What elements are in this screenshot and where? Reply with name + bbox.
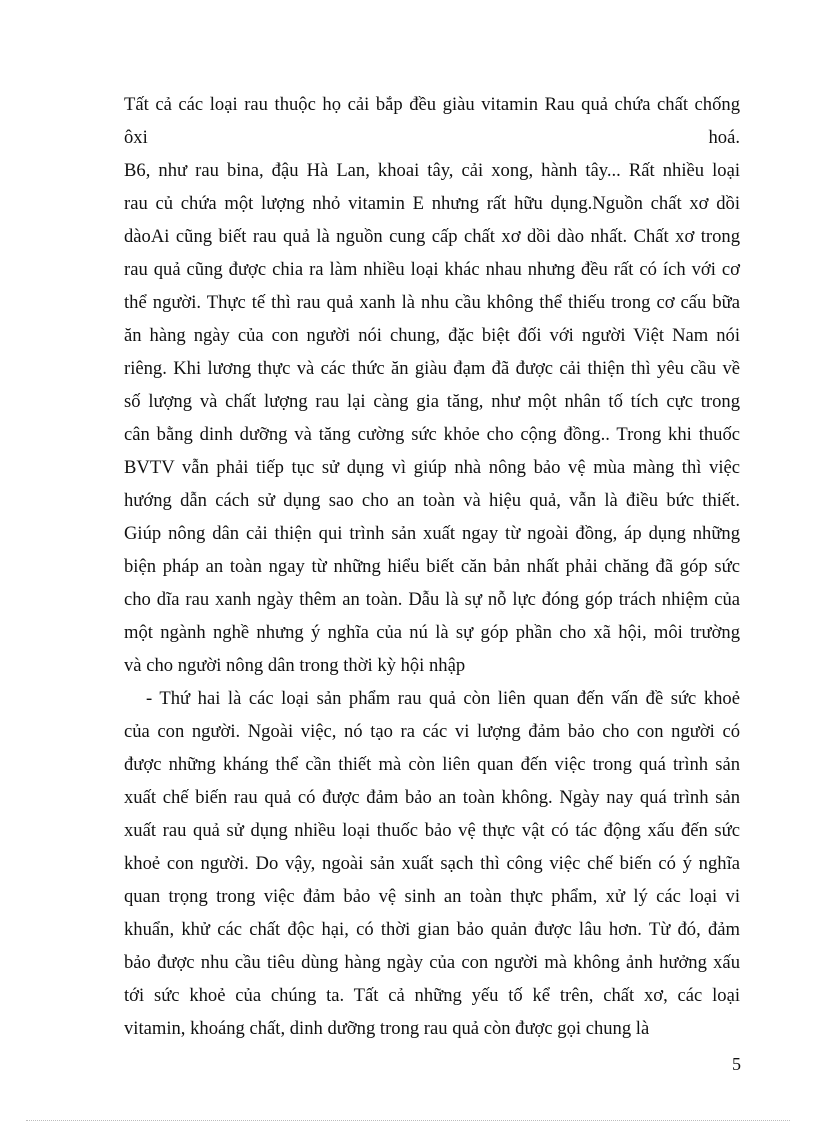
text-line: xuất chế biến rau quả có được đảm bảo an toàn không. Ngày nay quá trình sản	[124, 787, 740, 808]
text-line: một ngành nghề nhưng ý nghĩa của nú là sự góp phần cho xã hội, môi trường	[124, 622, 740, 643]
page-number: 5	[732, 1054, 741, 1074]
text-line: biện pháp an toàn ngay từ những hiểu biết căn bản nhất phải chăng đã góp sức	[124, 556, 740, 577]
text-line: riêng. Khi lương thực và các thức ăn giàu đạm đã được cải thiện thì yêu cầu về	[124, 358, 740, 379]
text-line: bảo được nhu cầu tiêu dùng hàng ngày của con người mà không ảnh hưởng xấu	[124, 952, 740, 973]
text-line: khoẻ con người. Do vậy, ngoài sản xuất sạch thì công việc chế biến có ý nghĩa	[124, 853, 740, 874]
text-line: Giúp nông dân cải thiện qui trình sản xuất ngay từ ngoài đồng, áp dụng những	[124, 523, 740, 544]
text-line: ôxi hoá.	[124, 127, 740, 148]
text-line: vitamin, khoáng chất, dinh dưỡng trong rau quả còn được gọi chung là	[124, 1018, 650, 1039]
text-line: BVTV vẫn phải tiếp tục sử dụng vì giúp nhà nông bảo vệ mùa màng thì việc	[124, 457, 740, 478]
text-line: cho dĩa rau xanh ngày thêm an toàn. Dẫu là sự nỗ lực đóng góp trách nhiệm của	[124, 589, 740, 610]
text-line: số lượng và chất lượng rau lại càng gia tăng, như một nhân tố tích cực trong	[124, 391, 740, 412]
text-line: được những kháng thể cần thiết mà còn liên quan đến việc trong quá trình sản	[124, 754, 740, 775]
text-line: quan trọng trong việc đảm bảo vệ sinh an toàn thực phẩm, xử lý các loại vi	[124, 886, 740, 907]
text-line: khuẩn, khử các chất độc hại, có thời gian bảo quản được lâu hơn. Từ đó, đảm	[124, 919, 740, 940]
page-bottom-border	[26, 1120, 790, 1121]
text-line: ăn hàng ngày của con người nói chung, đặc biệt đối với người Việt Nam nói	[124, 325, 740, 346]
text-line: - Thứ hai là các loại sản phẩm rau quả còn liên quan đến vấn đề sức khoẻ	[146, 688, 740, 709]
text-line: Tất cả các loại rau thuộc họ cải bắp đều giàu vitamin Rau quả chứa chất chống	[124, 94, 740, 115]
text-line: dàoAi cũng biết rau quả là nguồn cung cấp chất xơ dồi dào nhất. Chất xơ trong	[124, 226, 740, 247]
text-line: và cho người nông dân trong thời kỳ hội nhập	[124, 655, 466, 676]
text-line: hướng dẫn cách sử dụng sao cho an toàn và hiệu quả, vẫn là điều bức thiết.	[124, 490, 740, 511]
text-line: rau củ chứa một lượng nhỏ vitamin E nhưng rất hữu dụng.Nguồn chất xơ dồi	[124, 193, 740, 214]
text-line: cân bằng dinh dưỡng và tăng cường sức khỏe cho cộng đồng.. Trong khi thuốc	[124, 424, 740, 445]
text-line: tới sức khoẻ của chúng ta. Tất cả những yếu tố kể trên, chất xơ, các loại	[124, 985, 740, 1006]
text-line: xuất rau quả sử dụng nhiều loại thuốc bảo vệ thực vật có tác động xấu đến sức	[124, 820, 740, 841]
text-line: thể người. Thực tế thì rau quả xanh là nhu cầu không thể thiếu trong cơ cấu bữa	[124, 292, 740, 313]
text-line: B6, như rau bina, đậu Hà Lan, khoai tây, cải xong, hành tây... Rất nhiều loại	[124, 160, 740, 181]
text-line: rau quả cũng được chia ra làm nhiều loại khác nhau nhưng đều rất có ích với cơ	[124, 259, 740, 280]
text-line: của con người. Ngoài việc, nó tạo ra các vi lượng đảm bảo cho con người có	[124, 721, 740, 742]
